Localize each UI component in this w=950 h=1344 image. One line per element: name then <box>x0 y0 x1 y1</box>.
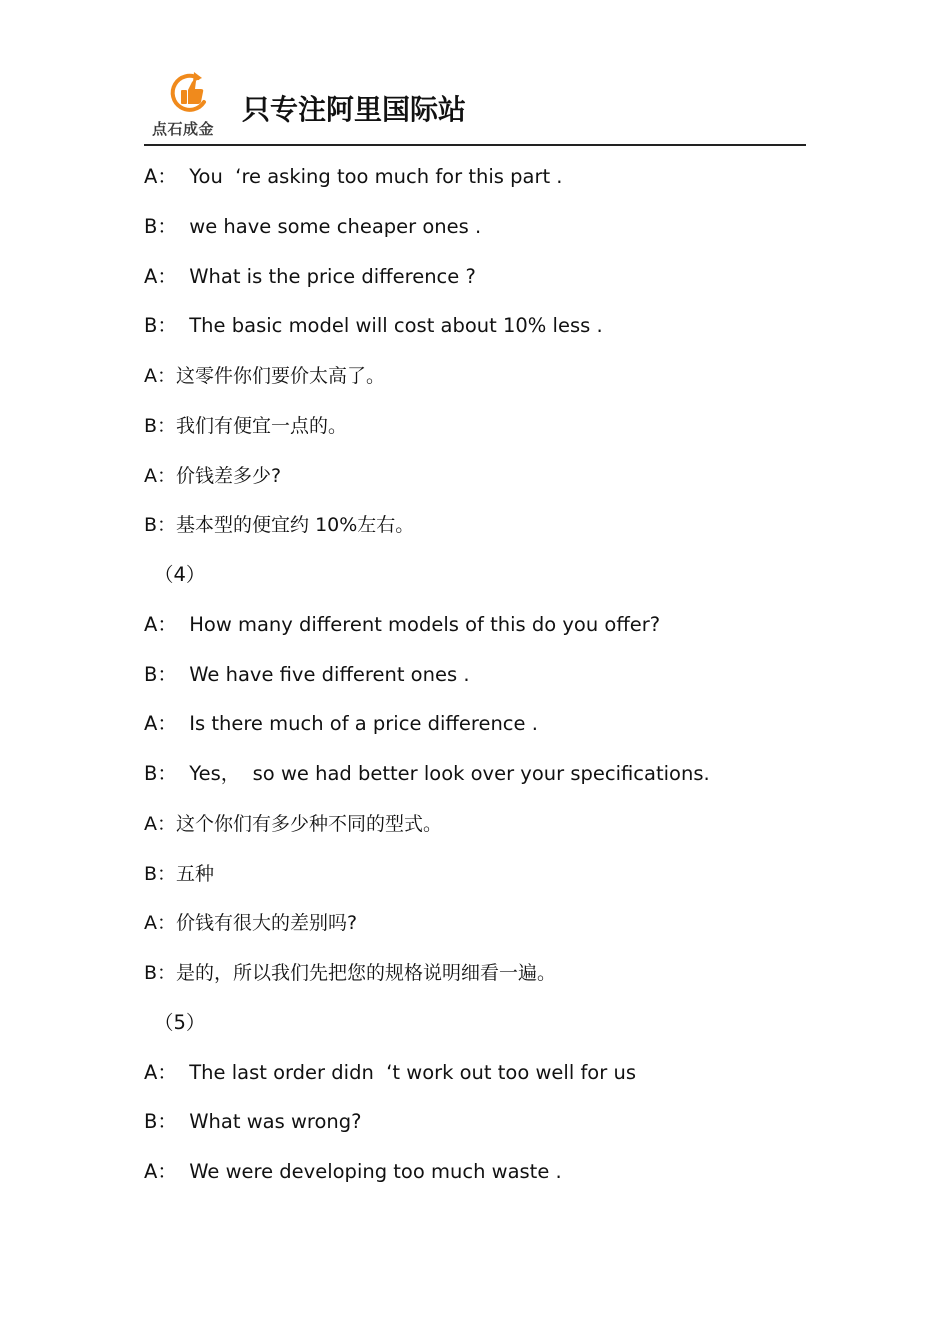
dialogue-line: A：价钱差多少? <box>144 464 282 487</box>
dialogue-line: A： What is the price difference ? <box>144 264 476 288</box>
logo-text: 点石成金 <box>152 120 215 138</box>
dialogue-line: B： We have five different ones . <box>144 662 470 686</box>
dialogue-line: A： We were developing too much waste . <box>144 1160 562 1183</box>
page-header <box>144 68 806 144</box>
dialogue-line: A： How many different models of this do you offer? <box>144 612 661 636</box>
dialogue-line: A：这个你们有多少种不同的型式。 <box>144 812 442 835</box>
header-divider <box>144 144 806 146</box>
dialogue-line: B： Yes， so we had better look over your specifications. <box>144 762 710 785</box>
thumbs-up-icon <box>168 72 210 118</box>
dialogue-line: B：基本型的便宜约 10%左右。 <box>144 514 415 537</box>
section-number: （4） <box>154 563 206 586</box>
dialogue-line: A： You ‘re asking too much for this part . <box>144 165 563 188</box>
dialogue-line: B：我们有便宜一点的。 <box>144 414 348 437</box>
dialogue-line: A：价钱有很大的差别吗? <box>144 912 358 935</box>
dialogue-body <box>144 161 844 1206</box>
dialogue-line: B： What was wrong? <box>144 1110 362 1134</box>
dialogue-line: A：这零件你们要价太高了。 <box>144 365 385 387</box>
dialogue-line: A： Is there much of a price difference . <box>144 712 538 736</box>
dialogue-line: A： The last order didn ‘t work out too well for us <box>144 1060 636 1084</box>
dialogue-line: B：是的，所以我们先把您的规格说明细看一遍。 <box>144 962 557 984</box>
dialogue-line: B： The basic model will cost about 10% less . <box>144 314 603 338</box>
dialogue-line: B：五种 <box>144 862 215 885</box>
logo <box>152 72 224 138</box>
slogan-title: 只专注阿里国际站 <box>242 93 467 126</box>
dialogue-line: B： we have some cheaper ones . <box>144 214 482 238</box>
section-number: （5） <box>154 1010 206 1034</box>
